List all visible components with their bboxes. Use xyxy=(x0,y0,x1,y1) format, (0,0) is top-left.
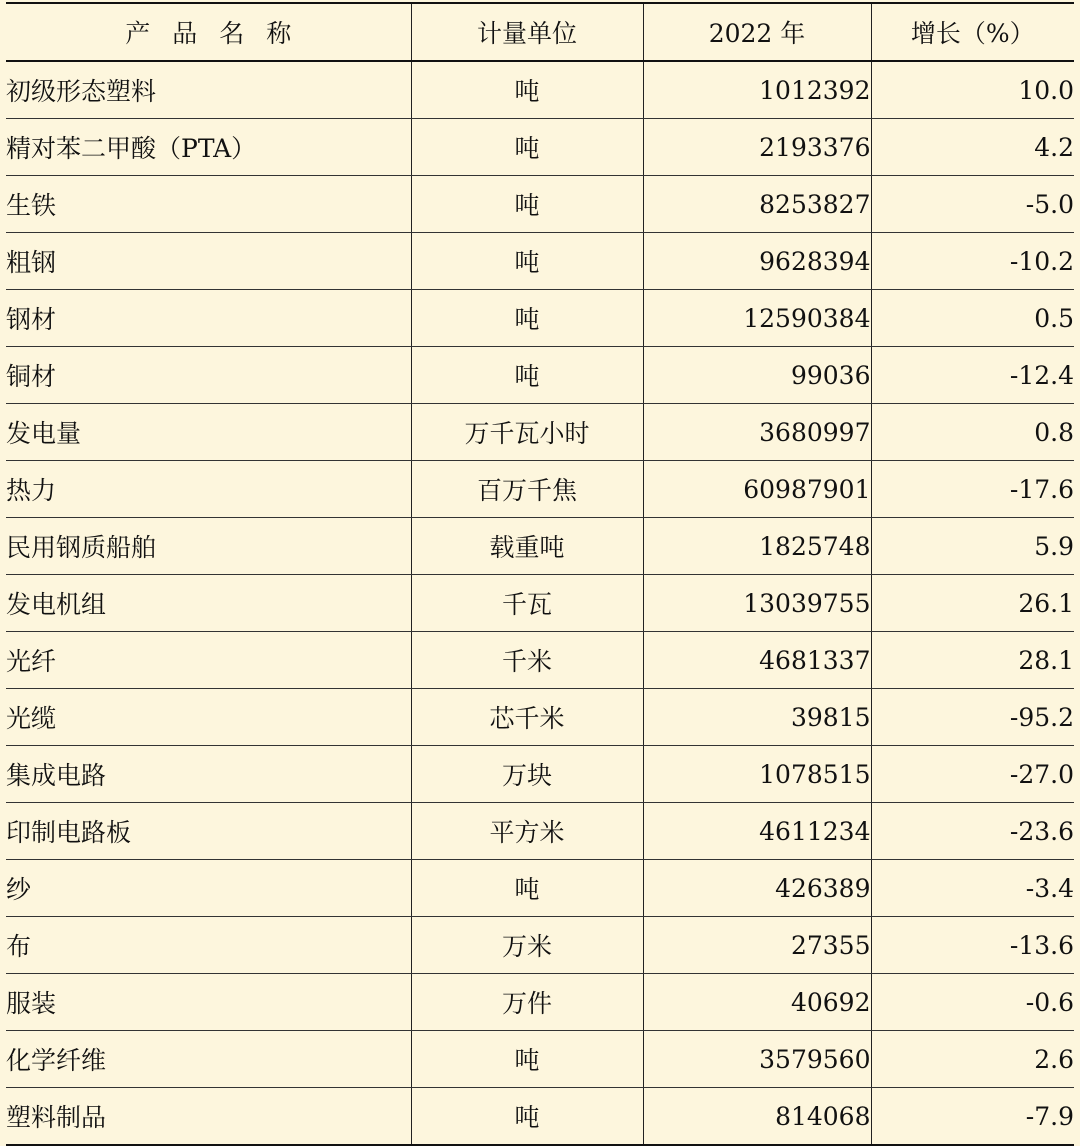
product-name-cell: 发电量 xyxy=(6,404,411,461)
unit-cell: 吨 xyxy=(411,1088,643,1146)
value-2022-cell: 39815 xyxy=(643,689,871,746)
header-product-name xyxy=(6,3,411,61)
table-row xyxy=(6,461,1074,518)
unit-cell: 芯千米 xyxy=(411,689,643,746)
unit-cell: 吨 xyxy=(411,860,643,917)
value-2022-cell: 27355 xyxy=(643,917,871,974)
value-2022-cell: 1078515 xyxy=(643,746,871,803)
growth-cell: 10.0 xyxy=(871,61,1074,119)
unit-cell: 吨 xyxy=(411,176,643,233)
table-row xyxy=(6,518,1074,575)
product-name-cell: 精对苯二甲酸（PTA） xyxy=(6,119,411,176)
value-2022-cell: 814068 xyxy=(643,1088,871,1146)
header-year-2022: 2022 年 xyxy=(643,3,871,61)
header-growth: 增长（%） xyxy=(871,3,1074,61)
product-name-cell: 铜材 xyxy=(6,347,411,404)
table-header xyxy=(6,3,1074,61)
product-name-cell: 生铁 xyxy=(6,176,411,233)
product-name-cell: 集成电路 xyxy=(6,746,411,803)
growth-cell: -5.0 xyxy=(871,176,1074,233)
table-row xyxy=(6,917,1074,974)
growth-cell: -17.6 xyxy=(871,461,1074,518)
value-2022-cell: 3680997 xyxy=(643,404,871,461)
table-row xyxy=(6,575,1074,632)
value-2022-cell: 4681337 xyxy=(643,632,871,689)
value-2022-cell: 8253827 xyxy=(643,176,871,233)
table-row xyxy=(6,974,1074,1031)
unit-cell: 吨 xyxy=(411,119,643,176)
growth-cell: 26.1 xyxy=(871,575,1074,632)
product-name-cell: 粗钢 xyxy=(6,233,411,290)
table-row xyxy=(6,176,1074,233)
product-name-cell: 热力 xyxy=(6,461,411,518)
unit-cell: 百万千焦 xyxy=(411,461,643,518)
value-2022-cell: 13039755 xyxy=(643,575,871,632)
growth-cell: -0.6 xyxy=(871,974,1074,1031)
product-name-cell: 发电机组 xyxy=(6,575,411,632)
value-2022-cell: 4611234 xyxy=(643,803,871,860)
unit-cell: 千米 xyxy=(411,632,643,689)
product-name-cell: 民用钢质船舶 xyxy=(6,518,411,575)
unit-cell: 载重吨 xyxy=(411,518,643,575)
growth-cell: 2.6 xyxy=(871,1031,1074,1088)
table-row xyxy=(6,746,1074,803)
product-name-cell: 纱 xyxy=(6,860,411,917)
growth-cell: 5.9 xyxy=(871,518,1074,575)
table-row xyxy=(6,1031,1074,1088)
product-name-cell: 布 xyxy=(6,917,411,974)
unit-cell: 吨 xyxy=(411,233,643,290)
table-row xyxy=(6,404,1074,461)
value-2022-cell: 40692 xyxy=(643,974,871,1031)
unit-cell: 吨 xyxy=(411,61,643,119)
header-row xyxy=(6,3,1074,61)
unit-cell: 万千瓦小时 xyxy=(411,404,643,461)
value-2022-cell: 426389 xyxy=(643,860,871,917)
product-output-table xyxy=(6,2,1074,1146)
growth-cell: -10.2 xyxy=(871,233,1074,290)
product-name-cell: 光缆 xyxy=(6,689,411,746)
growth-cell: -3.4 xyxy=(871,860,1074,917)
growth-cell: -7.9 xyxy=(871,1088,1074,1146)
growth-cell: 0.8 xyxy=(871,404,1074,461)
table-row xyxy=(6,860,1074,917)
growth-cell: 4.2 xyxy=(871,119,1074,176)
growth-cell: -23.6 xyxy=(871,803,1074,860)
table-row xyxy=(6,1088,1074,1146)
value-2022-cell: 1012392 xyxy=(643,61,871,119)
growth-cell: 0.5 xyxy=(871,290,1074,347)
table-row xyxy=(6,689,1074,746)
header-product-name-label: 产品名称 xyxy=(125,19,314,48)
value-2022-cell: 12590384 xyxy=(643,290,871,347)
unit-cell: 千瓦 xyxy=(411,575,643,632)
unit-cell: 吨 xyxy=(411,1031,643,1088)
header-unit: 计量单位 xyxy=(411,3,643,61)
table-row xyxy=(6,632,1074,689)
value-2022-cell: 3579560 xyxy=(643,1031,871,1088)
product-name-cell: 塑料制品 xyxy=(6,1088,411,1146)
value-2022-cell: 2193376 xyxy=(643,119,871,176)
table-row xyxy=(6,803,1074,860)
unit-cell: 万米 xyxy=(411,917,643,974)
value-2022-cell: 60987901 xyxy=(643,461,871,518)
unit-cell: 万块 xyxy=(411,746,643,803)
growth-cell: -95.2 xyxy=(871,689,1074,746)
table-row xyxy=(6,290,1074,347)
product-name-cell: 化学纤维 xyxy=(6,1031,411,1088)
product-name-cell: 钢材 xyxy=(6,290,411,347)
value-2022-cell: 99036 xyxy=(643,347,871,404)
growth-cell: 28.1 xyxy=(871,632,1074,689)
growth-cell: -12.4 xyxy=(871,347,1074,404)
product-name-cell: 印制电路板 xyxy=(6,803,411,860)
unit-cell: 平方米 xyxy=(411,803,643,860)
growth-cell: -13.6 xyxy=(871,917,1074,974)
unit-cell: 吨 xyxy=(411,290,643,347)
value-2022-cell: 1825748 xyxy=(643,518,871,575)
table-row xyxy=(6,233,1074,290)
table-row xyxy=(6,119,1074,176)
unit-cell: 万件 xyxy=(411,974,643,1031)
product-name-cell: 初级形态塑料 xyxy=(6,61,411,119)
table-row xyxy=(6,347,1074,404)
table-body xyxy=(6,61,1074,1145)
growth-cell: -27.0 xyxy=(871,746,1074,803)
table-row xyxy=(6,61,1074,119)
product-name-cell: 光纤 xyxy=(6,632,411,689)
unit-cell: 吨 xyxy=(411,347,643,404)
value-2022-cell: 9628394 xyxy=(643,233,871,290)
product-name-cell: 服装 xyxy=(6,974,411,1031)
